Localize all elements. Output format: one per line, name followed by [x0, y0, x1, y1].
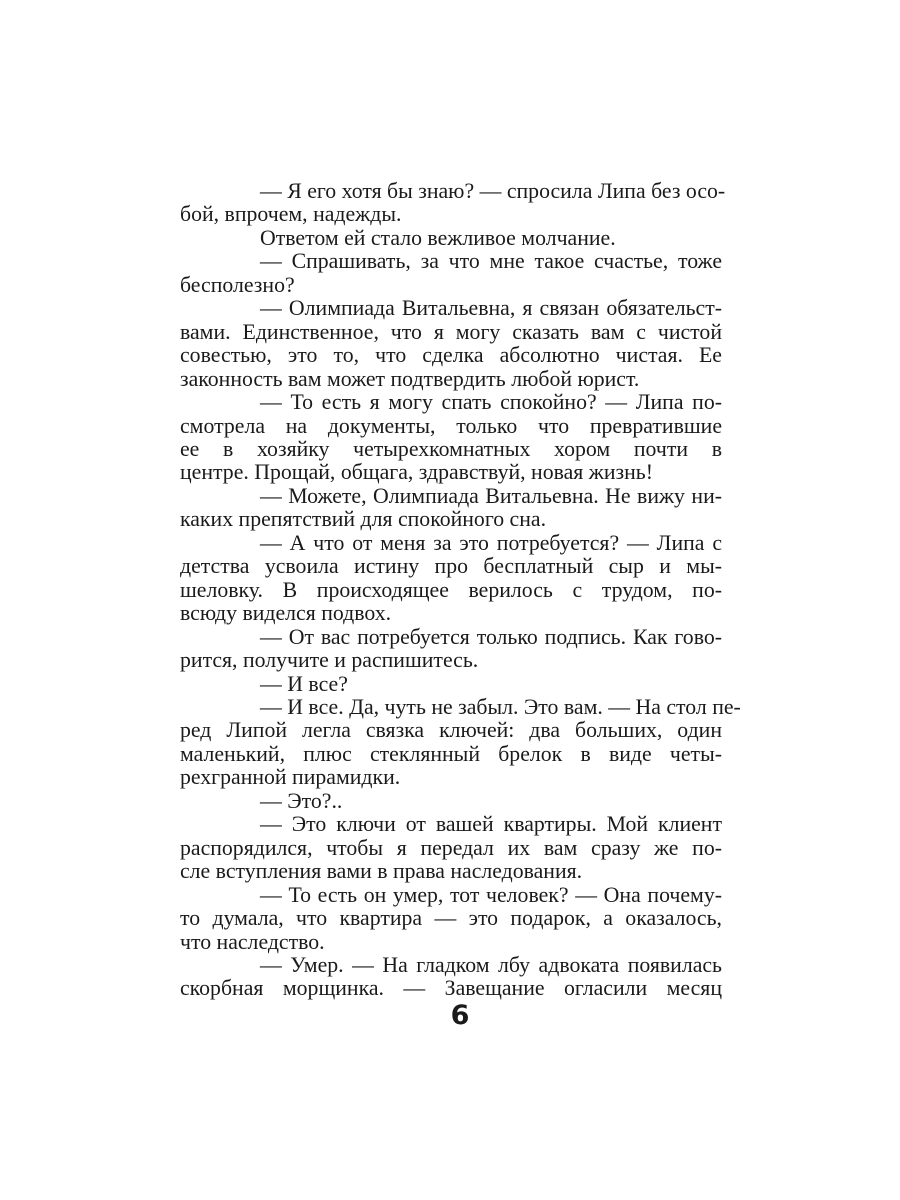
text-line: — Можете, Олимпиада Витальевна. Не вижу ни- — [260, 483, 722, 508]
text-line: центре. Прощай, общага, здравствуй, новая жизнь! — [180, 460, 653, 485]
text-line: — От вас потребуется только подпись. Как гово- — [260, 624, 722, 649]
text-line: бесполезно? — [180, 272, 295, 297]
text-line: то думала, что квартира — это подарок, а оказалось, — [180, 906, 722, 931]
text-line: — Олимпиада Витальевна, я связан обязательст- — [260, 296, 722, 321]
text-line: рехгранной пирамидки. — [180, 765, 401, 790]
text-line: законность вам может подтвердить любой юрист. — [180, 366, 640, 391]
text-line: — Умер. — На гладком лбу адвоката появилась — [260, 952, 722, 977]
text-line: распорядился, чтобы я передал их вам сразу же по- — [180, 835, 722, 860]
text-line: — Я его хотя бы знаю? — спросила Липа без осо- — [260, 179, 726, 203]
text-line: — То есть я могу спать спокойно? — Липа по- — [260, 390, 722, 415]
text-line: смотрела на документы, только что превратившие — [180, 413, 722, 438]
page-text — [180, 179, 741, 1001]
text-line: — И все. Да, чуть не забыл. Это вам. — На стол пе- — [260, 694, 741, 719]
text-line: всюду виделся подвох. — [180, 601, 392, 626]
page-number: 6 — [450, 1000, 470, 1031]
text-line: — То есть он умер, тот человек? — Она почему- — [260, 882, 722, 907]
text-line: — Спрашивать, за что мне такое счастье, тоже — [260, 249, 722, 274]
text-line: — Это ключи от вашей квартиры. Мой клиент — [260, 812, 722, 837]
text-line: ред Липой легла связка ключей: два больших, один — [180, 718, 722, 743]
text-line: сле вступления вами в права наследования. — [180, 859, 583, 884]
text-line: рится, получите и распишитесь. — [180, 648, 479, 673]
text-line: каких препятствий для спокойного сна. — [180, 507, 547, 532]
text-line: скорбная морщинка. — Завещание огласили месяц — [180, 976, 722, 1001]
text-line: бой, впрочем, надежды. — [180, 202, 402, 227]
text-line: детства усвоила истину про бесплатный сыр и мы- — [180, 554, 722, 579]
text-line: Ответом ей стало вежливое молчание. — [260, 225, 616, 250]
text-line: ее в хозяйку четырехкомнатных хором почти в — [180, 436, 722, 461]
text-line: — А что от меня за это потребуется? — Липа с — [260, 530, 722, 555]
text-line: совестью, это то, что сделка абсолютно чистая. Ее — [180, 343, 722, 368]
text-line: вами. Единственное, что я могу сказать вам с чистой — [180, 319, 722, 344]
text-line: что наследство. — [180, 929, 325, 954]
text-line: маленький, плюс стеклянный брелок в виде четы- — [180, 741, 722, 766]
text-line: — Это?.. — [260, 788, 343, 813]
text-line: шеловку. В происходящее верилось с трудом, по- — [180, 577, 722, 602]
text-line: — И все? — [260, 671, 348, 696]
